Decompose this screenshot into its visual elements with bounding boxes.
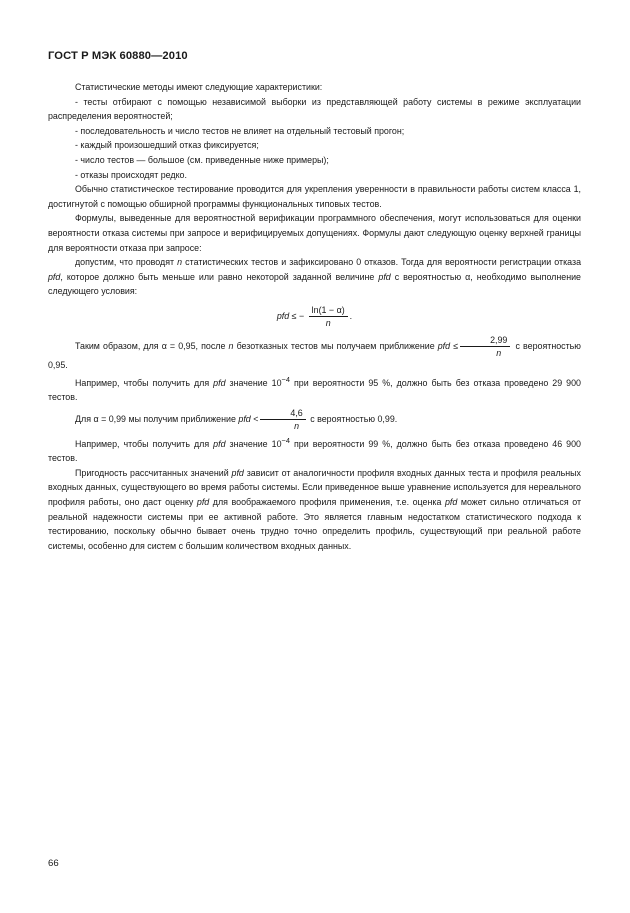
paragraph-thus: Таким образом, для α = 0,95, после n безотказных тестов мы получаем приближение pfd ≤ $\frac{2,99}{n}$ с вероятностью 0,95. — [48, 334, 581, 370]
formula-upper-bound: pfd ≤ − $\frac{\ln(1 - \alpha)}{n}$ . — [276, 304, 353, 328]
formula-fraction: $\frac{2,99}{n}$ — [460, 335, 510, 358]
formula-fraction: $\frac{\ln(1 - \alpha)}{n}$ — [309, 305, 348, 328]
paragraph-example-95: Например, чтобы получить для pfd значение $10^{-4}$ при вероятности 95 %, должно быть без отказа проведено 29 900 тестов. — [48, 374, 581, 403]
paragraph-alpha-99: Для α = 0,99 мы получим приближение pfd < $\frac{4,6}{n}$ с вероятностью 0,99. — [75, 407, 398, 431]
bullet-item: - число тестов — большое (см. приведенные ниже примеры); — [75, 154, 329, 165]
page-number: 66 — [48, 858, 59, 869]
paragraph-assume: допустим, что проводят n статистических тестов и зафиксировано 0 отказов. Тогда для вероятности регистрации отказа pfd, которое должно быть меньше или равно некоторой заданной величине pfd с вероятностью α, необходимо выполнение следующего условия: — [48, 257, 582, 297]
bullet-item: - последовательность и число тестов не влияет на отдельный тестовый прогон; — [75, 125, 405, 136]
bullet-item: - тесты отбирают с помощью независимой выборки из представляющей работу системы в режиме эксплуатации распределения вероятностей; — [48, 96, 581, 122]
bullet-item: - каждый произошедший отказ фиксируется; — [75, 140, 259, 151]
paragraph-example-99: Например, чтобы получить для pfd значение $10^{-4}$ при вероятности 99 %, должно быть без отказа проведено 46 900 тестов. — [48, 435, 581, 464]
paragraph-formulas: Формулы, выведенные для вероятностной верификации программного обеспечения, могут использоваться для оценки вероятности отказа системы при запросе и верифицируемых допущениях. Формулы дают следующую оценку верхней границы для вероятности отказа при запросе: — [48, 213, 581, 253]
paragraph-usually: Обычно статистическое тестирование проводится для укрепления уверенности в правильности работы систем класса 1, достигнутой с помощью обширной программы функциональных типовых тестов. — [48, 184, 581, 209]
document-header: ГОСТ Р МЭК 60880—2010 — [48, 50, 188, 62]
page-body — [48, 80, 581, 553]
intro-paragraph: Статистические методы имеют следующие характеристики: — [75, 82, 323, 92]
bullet-item: - отказы происходят редко. — [75, 169, 187, 180]
formula-fraction: $\frac{4,6}{n}$ — [260, 408, 305, 431]
paragraph-suitability: Пригодность рассчитанных значений pfd зависит от аналогичности профиля входных данных теста и профиля реальных входных данных, существующего во время работы системы. Если приведенное выше уравнение используется для нереального профиля работы, оно даст оценку pfd для воображаемого профиля применения, т.е. оценка pfd может сильно отличаться от реальной надежности системы при ее активной работе. Это является главным недостатком статистического подхода к тестированию, поскольку обычно бывает очень трудно точно определить профиль, существующий при реальной работе системы, особенно для систем с большим количеством входных данных. — [48, 467, 582, 551]
